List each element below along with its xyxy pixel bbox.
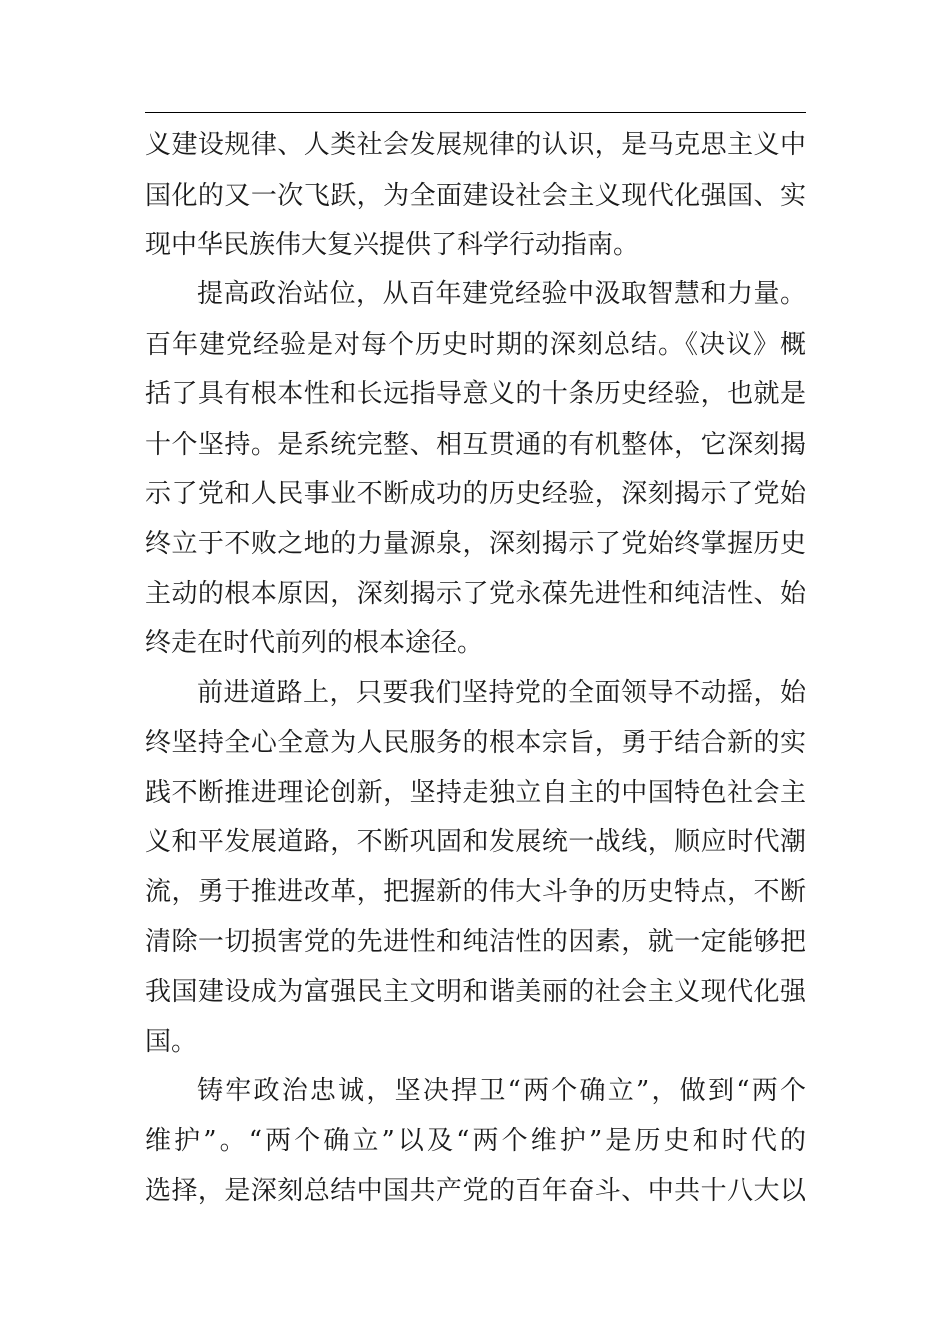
text-line: 示了党和人民事业不断成功的历史经验，深刻揭示了党始 — [145, 479, 806, 509]
paragraph-heading-line: 铸牢政治忠诚，坚决捍卫“两个确立”，做到“两个 — [197, 1076, 806, 1106]
header-rule — [145, 112, 806, 113]
text-line: 括了具有根本性和长远指导意义的十条历史经验，也就是 — [145, 379, 806, 409]
paragraph-first-line: 前进道路上，只要我们坚持党的全面领导不动摇，始 — [197, 678, 806, 708]
text-line: 国化的又一次飞跃，为全面建设社会主义现代化强国、实 — [145, 181, 806, 211]
paragraph-heading-line: 提高政治站位，从百年建党经验中汲取智慧和力量。 — [197, 279, 806, 309]
text-line: 流，勇于推进改革，把握新的伟大斗争的历史特点，不断 — [145, 877, 806, 907]
text-line: 我国建设成为富强民主文明和谐美丽的社会主义现代化强 — [145, 977, 806, 1007]
text-line: 终走在时代前列的根本途径。 — [145, 628, 484, 658]
text-line: 十个坚持。是系统完整、相互贯通的有机整体，它深刻揭 — [145, 430, 806, 460]
text-line: 国。 — [145, 1027, 198, 1057]
text-line: 百年建党经验是对每个历史时期的深刻总结。《决议》概 — [145, 330, 806, 360]
text-line: 主动的根本原因，深刻揭示了党永葆先进性和纯洁性、始 — [145, 579, 806, 609]
text-line: 现中华民族伟大复兴提供了科学行动指南。 — [145, 230, 640, 260]
text-line: 终立于不败之地的力量源泉，深刻揭示了党始终掌握历史 — [145, 529, 806, 559]
text-line: 践不断推进理论创新，坚持走独立自主的中国特色社会主 — [145, 778, 806, 808]
text-line: 维护”。“两个确立”以及“两个维护”是历史和时代的 — [145, 1126, 806, 1156]
text-line: 义和平发展道路，不断巩固和发展统一战线，顺应时代潮 — [145, 827, 806, 857]
text-line: 清除一切损害党的先进性和纯洁性的因素，就一定能够把 — [145, 927, 806, 957]
text-line: 义建设规律、人类社会发展规律的认识，是马克思主义中 — [145, 130, 806, 160]
text-line: 终坚持全心全意为人民服务的根本宗旨，勇于结合新的实 — [145, 728, 806, 758]
text-line: 选择，是深刻总结中国共产党的百年奋斗、中共十八大以 — [145, 1176, 806, 1206]
